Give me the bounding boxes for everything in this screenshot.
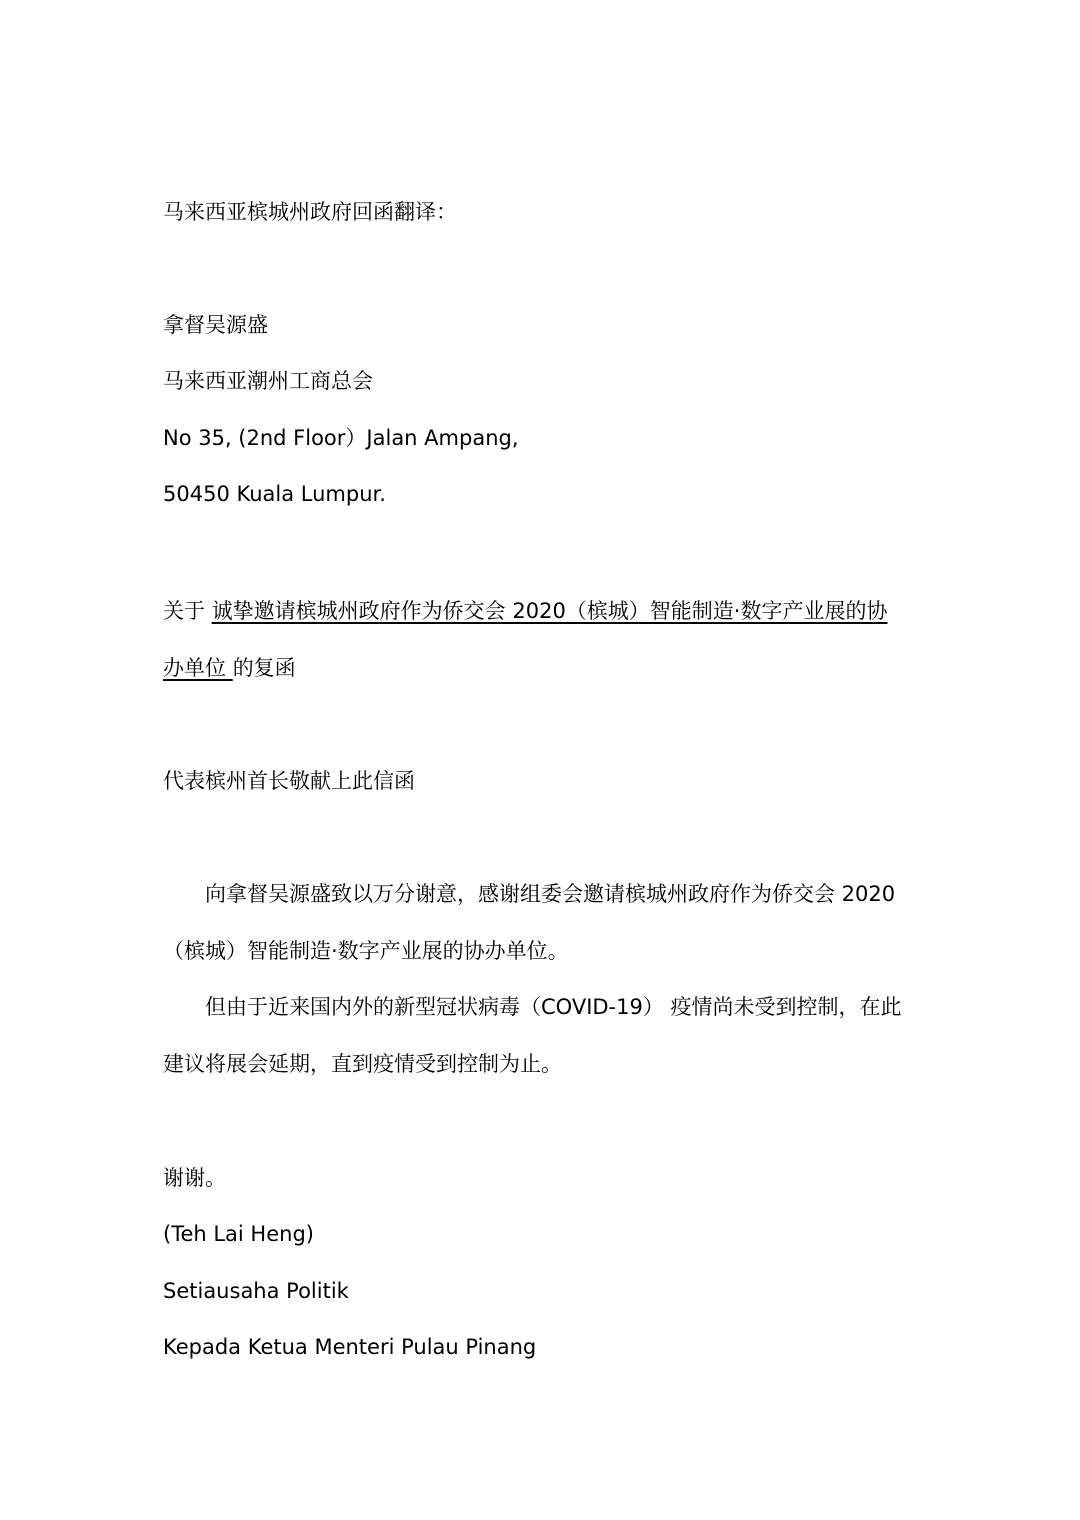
body-paragraph1-line2: （槟城）智能制造·数字产业展的协办单位。 [163,939,569,963]
signatory-office: Kepada Ketua Menteri Pulau Pinang [163,1335,537,1359]
recipient-name: 拿督吴源盛 [163,313,268,337]
subject-line1 [163,597,887,625]
signatory-name: (Teh Lai Heng) [163,1222,314,1246]
body-paragraph1-line1: 向拿督吴源盛致以万分谢意，感谢组委会邀请槟城州政府作为侨交会 2020 [205,882,896,906]
body-paragraph2-line1: 但由于近来国内外的新型冠状病毒（COVID-19） 疫情尚未受到控制，在此 [205,995,902,1019]
subject-line2 [163,654,296,682]
body-paragraph2-line2: 建议将展会延期，直到疫情受到控制为止。 [163,1052,562,1076]
subject-linked-text-1: 诚挚邀请槟城州政府作为侨交会 2020（槟城）智能制造·数字产业展的协 [211,599,888,623]
on-behalf-line: 代表槟州首长敬献上此信函 [163,769,415,793]
subject-linked-text-2: 办单位 [163,656,233,680]
recipient-address-line1: No 35, (2nd Floor）Jalan Ampang, [163,426,519,450]
subject-suffix: 的复函 [232,656,296,680]
recipient-address-line2: 50450 Kuala Lumpur. [163,482,386,506]
closing-text: 谢谢。 [163,1166,226,1190]
recipient-organization: 马来西亚潮州工商总会 [163,369,373,393]
subject-prefix: 关于 [163,599,212,623]
letter-heading: 马来西亚槟城州政府回函翻译： [163,200,457,224]
signatory-title: Setiausaha Politik [163,1279,349,1303]
